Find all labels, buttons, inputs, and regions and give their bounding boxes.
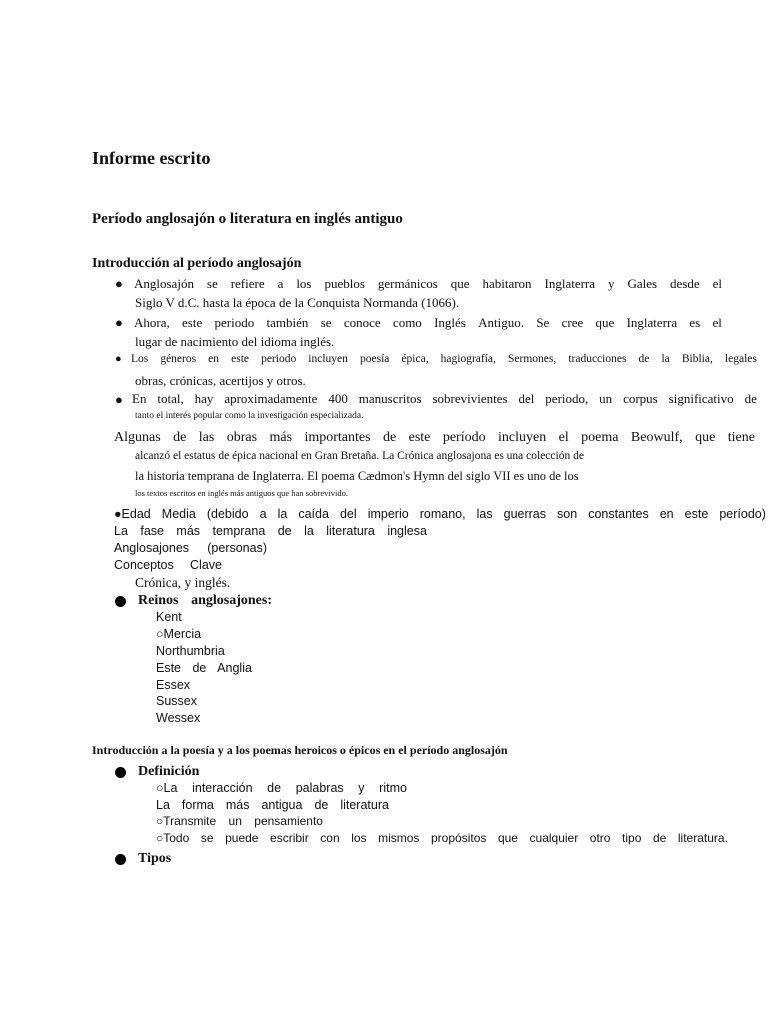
word: ○La bbox=[156, 781, 178, 795]
word: En bbox=[132, 391, 147, 406]
word: de bbox=[652, 831, 667, 845]
definicion-heading: Definición bbox=[138, 764, 200, 779]
word: el bbox=[712, 276, 722, 291]
word: legales bbox=[724, 353, 757, 365]
word: traducciones bbox=[568, 353, 627, 365]
word: incluyen bbox=[308, 353, 348, 365]
word: con bbox=[320, 831, 340, 845]
word: Beowulf, bbox=[630, 430, 683, 445]
word: conoce bbox=[343, 315, 381, 330]
word: Los bbox=[131, 353, 149, 365]
word: y bbox=[358, 781, 365, 795]
word: más bbox=[269, 430, 293, 445]
bullet-1-line-2: Siglo V d.C. hasta la época de la Conquista Normanda (1066). bbox=[135, 295, 460, 310]
bullet-dot: ● bbox=[115, 392, 123, 407]
word: las bbox=[476, 507, 493, 521]
bullet-2-line-2: lugar de nacimiento del idioma inglés. bbox=[135, 334, 335, 349]
word: inglesa bbox=[387, 524, 427, 538]
word: ritmo bbox=[379, 781, 407, 795]
word: que bbox=[497, 831, 518, 845]
word: otro bbox=[589, 831, 611, 845]
word: los bbox=[351, 831, 367, 845]
note-conceptos-clave bbox=[114, 558, 222, 572]
kingdom-item: Kent bbox=[156, 610, 182, 624]
word: son bbox=[557, 507, 578, 521]
word: palabras bbox=[295, 781, 344, 795]
word: que bbox=[450, 276, 470, 291]
word: los bbox=[296, 276, 312, 291]
word: romano, bbox=[419, 507, 466, 521]
word: cree bbox=[561, 315, 584, 330]
word: el bbox=[712, 315, 722, 330]
document-title: Informe escrito bbox=[92, 148, 211, 168]
word: Ahora, bbox=[134, 315, 170, 330]
word: literatura bbox=[326, 524, 375, 538]
word: del bbox=[518, 391, 535, 406]
word: total, bbox=[157, 391, 184, 406]
word: cualquier bbox=[529, 831, 579, 845]
note-cronica: Crónica, y inglés. bbox=[135, 575, 231, 590]
word: mismos bbox=[378, 831, 420, 845]
word: antigua bbox=[261, 798, 303, 812]
word: en bbox=[208, 353, 220, 365]
word: Gales bbox=[627, 276, 658, 291]
bullet-dot: ● bbox=[115, 353, 122, 365]
word: se bbox=[206, 276, 218, 291]
word: caída bbox=[298, 507, 329, 521]
word: anglosajones: bbox=[191, 593, 272, 608]
word: este bbox=[408, 430, 431, 445]
word: Inglaterra bbox=[626, 315, 678, 330]
word: es bbox=[689, 315, 701, 330]
word: incluyen bbox=[498, 430, 547, 445]
word: período bbox=[442, 430, 486, 445]
word: este bbox=[684, 507, 709, 521]
word: Algunas bbox=[114, 430, 161, 445]
word: un bbox=[599, 391, 613, 406]
word: Sermones, bbox=[508, 353, 557, 365]
definicion-item bbox=[156, 781, 407, 795]
word: pueblos bbox=[324, 276, 365, 291]
word: tiene bbox=[727, 430, 755, 445]
word: la bbox=[277, 507, 288, 521]
kingdoms-heading bbox=[138, 593, 272, 609]
kingdom-item: Northumbria bbox=[156, 644, 225, 658]
word: La bbox=[114, 524, 128, 538]
word: de bbox=[277, 524, 292, 538]
word: las bbox=[198, 430, 215, 445]
word: sobrevivientes bbox=[432, 391, 508, 406]
word: tipo bbox=[622, 831, 642, 845]
word: de bbox=[744, 391, 757, 406]
word: de bbox=[267, 781, 282, 795]
word: la bbox=[304, 524, 314, 538]
word: ●Edad bbox=[114, 507, 151, 521]
word: habitaron bbox=[482, 276, 532, 291]
paragraph-line-4: los textos escritos en inglés más antiguos que han sobrevivido. bbox=[135, 488, 348, 498]
word: periodo bbox=[261, 353, 297, 365]
word: literatura. bbox=[677, 831, 728, 845]
word: constantes bbox=[588, 507, 649, 521]
kingdom-item: Wessex bbox=[156, 711, 201, 725]
kingdom-item: Essex bbox=[156, 678, 191, 692]
word: germánicos bbox=[377, 276, 438, 291]
word: refiere bbox=[230, 276, 265, 291]
bullet-1-line-1 bbox=[134, 276, 722, 292]
word: del bbox=[339, 507, 357, 521]
paragraph-line-1 bbox=[114, 430, 755, 446]
bullet-dot bbox=[115, 767, 126, 778]
word: período) bbox=[719, 507, 766, 521]
kingdom-item: ○Mercia bbox=[156, 627, 202, 641]
word: literatura bbox=[340, 798, 389, 812]
word: como bbox=[392, 315, 422, 330]
paragraph-line-2: alcanzó el estatus de épica nacional en Gran Bretaña. La Crónica anglosajona es una colección de bbox=[135, 450, 584, 462]
word: Media bbox=[161, 507, 196, 521]
word: imperio bbox=[367, 507, 409, 521]
note-edad-media bbox=[114, 507, 766, 521]
word: manuscritos bbox=[358, 391, 422, 406]
word: y bbox=[607, 276, 615, 291]
word: importantes bbox=[304, 430, 371, 445]
intro-heading: Introducción al período anglosajón bbox=[92, 256, 302, 271]
definicion-item bbox=[156, 814, 323, 828]
bullet-dot bbox=[115, 854, 126, 865]
word: escribir bbox=[270, 831, 309, 845]
word: Anglosajón bbox=[134, 276, 194, 291]
word: interacción bbox=[192, 781, 253, 795]
kingdom-item: Este de Anglia bbox=[156, 661, 252, 675]
word: también bbox=[266, 315, 309, 330]
word: guerras bbox=[503, 507, 547, 521]
word: que bbox=[695, 430, 716, 445]
word: obras bbox=[226, 430, 258, 445]
poetry-heading: Introducción a la poesía y a los poemas heroicos o épicos en el período anglosajón bbox=[92, 743, 508, 757]
word: a bbox=[277, 276, 284, 291]
word: Reinos bbox=[138, 593, 179, 608]
word: (personas) bbox=[207, 541, 267, 555]
section-heading: Período anglosajón o literatura en inglés antiguo bbox=[92, 211, 403, 227]
word: Inglés bbox=[434, 315, 466, 330]
word: en bbox=[659, 507, 674, 521]
word: poema bbox=[581, 430, 619, 445]
word: Inglaterra bbox=[544, 276, 596, 291]
bullet-4-line-2: tanto el interés popular como la investigación especializada. bbox=[135, 411, 364, 421]
word: significativo bbox=[668, 391, 734, 406]
word: la bbox=[661, 353, 670, 365]
word: Anglosajones bbox=[114, 541, 190, 555]
word: Se bbox=[536, 315, 550, 330]
word: poesía bbox=[359, 353, 390, 365]
word: pensamiento bbox=[254, 814, 323, 828]
word: ○Todo bbox=[156, 831, 190, 845]
word: este bbox=[231, 353, 249, 365]
definicion-item bbox=[156, 831, 728, 845]
word: fase bbox=[140, 524, 164, 538]
word: que bbox=[595, 315, 615, 330]
word: ○Transmite bbox=[156, 814, 217, 828]
bullet-dot: ● bbox=[115, 315, 123, 330]
word: hagiografía, bbox=[440, 353, 496, 365]
definicion-item bbox=[156, 798, 389, 812]
word: de bbox=[382, 430, 397, 445]
bullet-dot: ● bbox=[115, 276, 123, 291]
word: el bbox=[558, 430, 569, 445]
kingdom-item: Sussex bbox=[156, 694, 197, 708]
word: periodo bbox=[214, 315, 255, 330]
word: Biblia, bbox=[681, 353, 713, 365]
word: a bbox=[259, 507, 267, 521]
note-fase-temprana bbox=[114, 524, 427, 538]
word: más bbox=[225, 798, 250, 812]
word: puede bbox=[225, 831, 259, 845]
bullet-3-line-2: obras, crónicas, acertijos y otros. bbox=[135, 373, 306, 388]
word: forma bbox=[181, 798, 214, 812]
word: periodo, bbox=[545, 391, 589, 406]
word: más bbox=[176, 524, 201, 538]
word: un bbox=[228, 814, 242, 828]
tipos-heading: Tipos bbox=[138, 851, 172, 866]
word: propósitos bbox=[431, 831, 487, 845]
word: se bbox=[200, 831, 214, 845]
bullet-4-line-1 bbox=[132, 391, 757, 407]
word: aproximadamente bbox=[224, 391, 318, 406]
word: de bbox=[314, 798, 329, 812]
word: 400 bbox=[328, 391, 348, 406]
word: de bbox=[638, 353, 650, 365]
word: hay bbox=[194, 391, 214, 406]
word: desde bbox=[670, 276, 700, 291]
word: de bbox=[173, 430, 187, 445]
bullet-3-line-1 bbox=[131, 353, 757, 365]
word: Antiguo. bbox=[478, 315, 525, 330]
word: corpus bbox=[623, 391, 658, 406]
bullet-dot bbox=[115, 596, 126, 607]
word: (debido bbox=[206, 507, 249, 521]
word: temprana bbox=[212, 524, 266, 538]
word: La bbox=[156, 798, 170, 812]
word: Conceptos bbox=[114, 558, 174, 572]
bullet-2-line-1 bbox=[134, 315, 722, 331]
word: épica, bbox=[401, 353, 429, 365]
word: Clave bbox=[190, 558, 222, 572]
paragraph-line-3: la historia temprana de Inglaterra. El poema Cædmon's Hymn del siglo VII es uno de los bbox=[135, 469, 579, 483]
note-anglosajones bbox=[114, 541, 267, 555]
word: este bbox=[182, 315, 203, 330]
word: se bbox=[320, 315, 332, 330]
word: géneros bbox=[160, 353, 197, 365]
